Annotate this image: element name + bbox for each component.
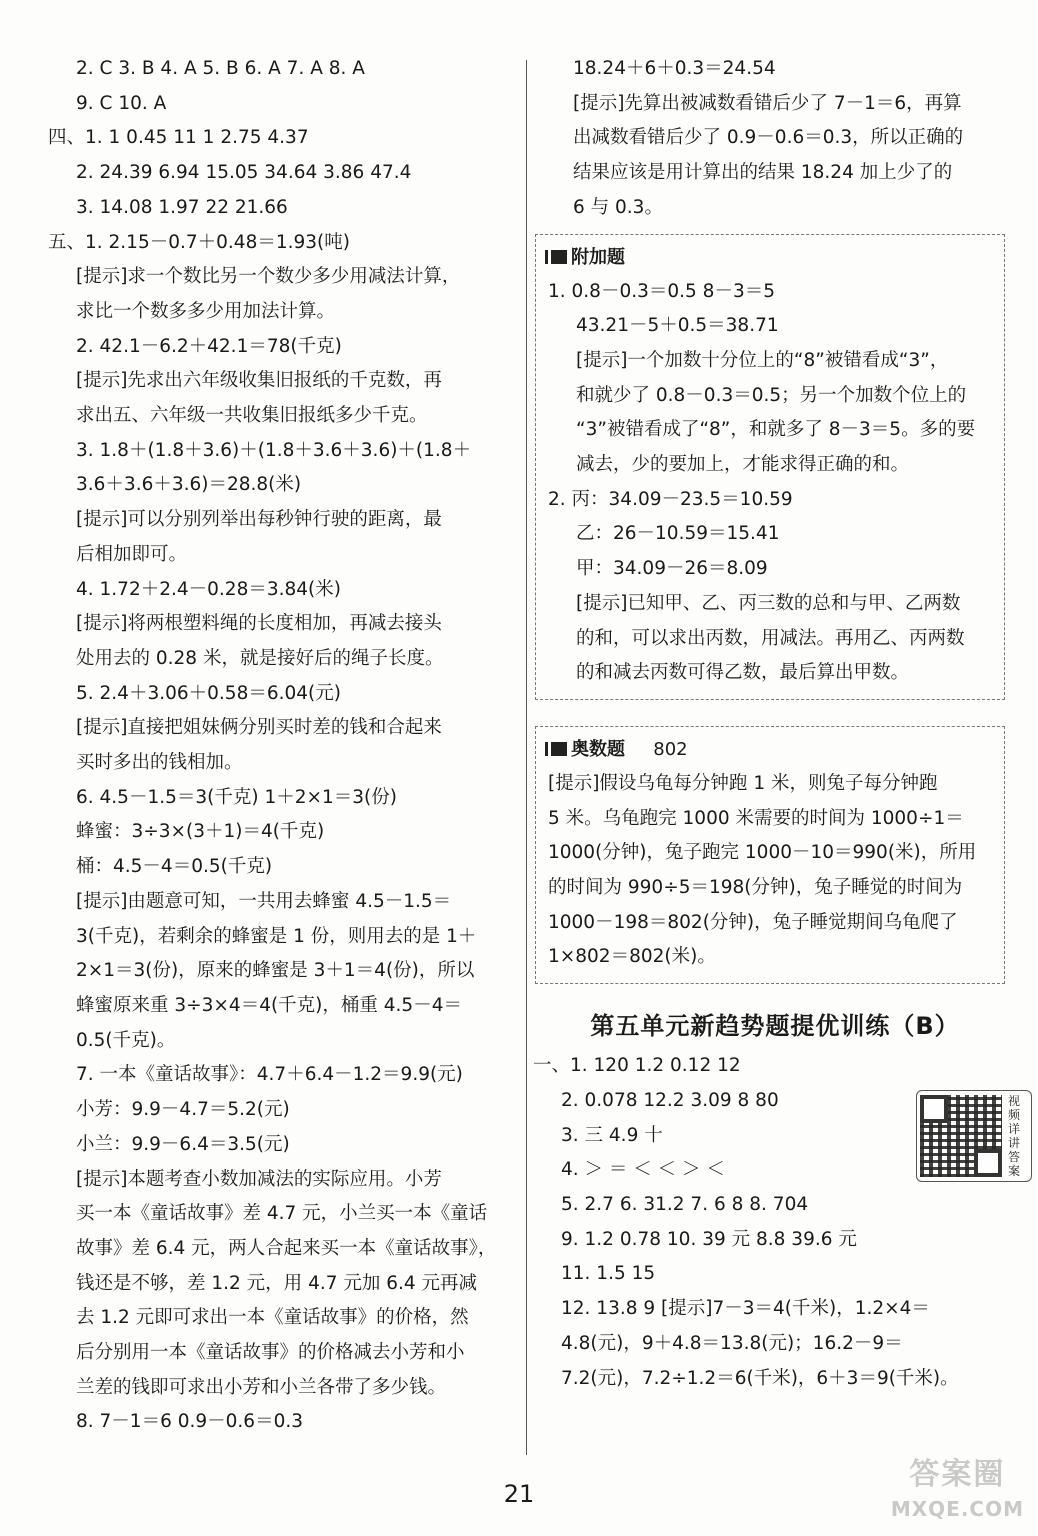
- answer-line: [提示]假设乌龟每分钟跑 1 米，则兔子每分钟跑: [548, 772, 938, 794]
- watermark-sub: MXQE.COM: [890, 1497, 1024, 1521]
- answer-line: 减去，少的要加上，才能求得正确的和。: [576, 454, 910, 476]
- answer-line: 4.8(元)，9＋4.8＝13.8(元)；16.2－9＝: [561, 1332, 903, 1354]
- left-column: [48, 52, 518, 1440]
- answer-line: 求出五、六年级一共收集旧报纸多少千克。: [76, 405, 428, 427]
- answer-line: 9. C 10. A: [76, 92, 167, 114]
- answer-line: 结果应该是用计算出的结果 18.24 加上少了的: [573, 162, 953, 184]
- answer-line: 和就少了 0.8－0.3＝0.5；另一个加数个位上的: [576, 384, 967, 406]
- right-top-answers: [545, 52, 1005, 226]
- answer-line: 后分别用一本《童话故事》的价格减去小芳和小: [76, 1342, 465, 1364]
- answer-line: [提示]求一个数比另一个数少多少用减法计算，: [76, 266, 461, 288]
- answer-line: 6. 4.5－1.5＝3(千克) 1＋2×1＝3(份): [76, 786, 397, 808]
- answer-line: 7. 一本《童话故事》：4.7＋6.4－1.2＝9.9(元): [76, 1064, 463, 1086]
- answer-line: 2. 42.1－6.2＋42.1＝78(千克): [76, 335, 342, 357]
- answer-line: 3. 三 4.9 十: [561, 1124, 663, 1146]
- page-number: 21: [503, 1480, 535, 1508]
- answer-line: 5. 2.4＋3.06＋0.58＝6.04(元): [76, 682, 341, 704]
- answer-line: 1000－198＝802(分钟)，兔子睡觉期间乌龟爬了: [548, 911, 958, 933]
- answer-line: 1000(分钟)，兔子跑完 1000－10＝990(米)，所用: [548, 842, 977, 864]
- answer-line: 2×1＝3(份)，原来的蜂蜜是 3＋1＝4(份)，所以: [76, 960, 475, 982]
- olympiad-lines: [548, 767, 992, 975]
- answer-line: 2. 24.39 6.94 15.05 34.64 3.86 47.4: [76, 162, 412, 184]
- answer-line: 9. 1.2 0.78 10. 39 元 8.8 39.6 元: [561, 1228, 857, 1250]
- answer-line: 出减数看错后少了 0.9－0.6＝0.3，所以正确的: [573, 127, 964, 149]
- answer-line: 2. 丙：34.09－23.5＝10.59: [548, 488, 793, 510]
- column-divider: [526, 60, 527, 1455]
- answer-line: 11. 1.5 15: [561, 1263, 656, 1285]
- answer-line: [提示]直接把姐妹俩分别买时差的钱和合起来: [76, 717, 442, 739]
- olympiad-answer: 802: [653, 738, 688, 760]
- answer-line: 蜂蜜：3÷3×(3＋1)＝4(千克): [76, 821, 325, 843]
- book-icon: [548, 250, 567, 264]
- answer-line: 小芳：9.9－4.7＝5.2(元): [76, 1099, 290, 1121]
- answer-line: [提示]已知甲、乙、丙三数的总和与甲、乙两数: [576, 592, 961, 614]
- answer-line: [提示]先求出六年级收集旧报纸的千克数，再: [76, 370, 442, 392]
- answer-line: 求比一个数多多少用加法计算。: [76, 300, 336, 322]
- olympiad-box: [535, 726, 1005, 984]
- answer-line: 故事》差 6.4 元，两人合起来买一本《童话故事》，: [76, 1237, 497, 1259]
- answer-line: 43.21－5＋0.5＝38.71: [576, 315, 779, 337]
- answer-line: 8. 7－1＝6 0.9－0.6＝0.3: [76, 1411, 303, 1433]
- answer-line: [提示]本题考查小数加减法的实际应用。小芳: [76, 1168, 442, 1190]
- answer-line: [提示]先算出被减数看错后少了 7－1＝6，再算: [573, 92, 962, 114]
- book-icon: [548, 742, 567, 756]
- bonus-box: [535, 234, 1005, 700]
- answer-line: 0.5(千克)。: [76, 1029, 176, 1051]
- answer-line: 2. 0.078 12.2 3.09 8 80: [561, 1089, 779, 1111]
- answer-line: 后相加即可。: [76, 543, 188, 565]
- answer-line: 3. 1.8＋(1.8＋3.6)＋(1.8＋3.6＋3.6)＋(1.8＋: [76, 439, 472, 461]
- answer-line: 7.2(元)，7.2÷1.2＝6(千米)，6＋3＝9(千米)。: [561, 1367, 959, 1389]
- answer-line: “3”被错看成了“8”，和就多了 8－3＝5。多的要: [576, 419, 976, 441]
- answer-line: 蜂蜜原来重 3÷3×4＝4(千克)，桶重 4.5－4＝: [76, 994, 462, 1016]
- answer-line: 处用去的 0.28 米，就是接好后的绳子长度。: [76, 647, 444, 669]
- answer-line: 1. 0.8－0.3＝0.5 8－3＝5: [548, 280, 775, 302]
- answer-line: 的和，可以求出丙数，用减法。再用乙、丙两数: [576, 627, 965, 649]
- answer-line: 3.6＋3.6＋3.6)＝28.8(米): [76, 474, 302, 496]
- answer-line: 乙：26－10.59＝15.41: [576, 523, 780, 545]
- answer-line: 五、1. 2.15－0.7＋0.48＝1.93(吨): [48, 231, 350, 253]
- answer-line: 12. 13.8 9 [提示]7－3＝4(千米)，1.2×4＝: [561, 1298, 930, 1320]
- answer-line: 4. 1.72＋2.4－0.28＝3.84(米): [76, 578, 341, 600]
- answer-line: 甲：34.09－26＝8.09: [576, 558, 768, 580]
- answer-line: [提示]可以分别列举出每秒钟行驶的距离，最: [76, 509, 442, 531]
- answer-line: 小兰：9.9－6.4＝3.5(元): [76, 1133, 290, 1155]
- answer-line: 四、1. 1 0.45 11 1 2.75 4.37: [48, 127, 309, 149]
- answer-line: 18.24＋6＋0.3＝24.54: [573, 58, 776, 79]
- watermark-main: 答案圈: [909, 1457, 1006, 1492]
- qr-label: 视频详讲答案: [1008, 1094, 1021, 1178]
- answer-line: 买一本《童话故事》差 4.7 元，小兰买一本《童话: [76, 1203, 488, 1225]
- answer-line: 1×802＝802(米)。: [548, 946, 716, 968]
- qr-code-panel[interactable]: [916, 1090, 1032, 1182]
- right-column: [533, 52, 1005, 1396]
- answer-line: 兰差的钱即可求出小芳和小兰各带了多少钱。: [76, 1376, 447, 1398]
- answer-line: 3. 14.08 1.97 22 21.66: [76, 196, 288, 218]
- answer-line: 6 与 0.3。: [573, 196, 663, 218]
- answer-line: [提示]由题意可知，一共用去蜂蜜 4.5－1.5＝: [76, 890, 452, 912]
- answer-line: 一、1. 120 1.2 0.12 12: [533, 1055, 741, 1077]
- answer-line: [提示]一个加数十分位上的“8”被错看成“3”，: [576, 349, 949, 371]
- answer-line: 3(千克)，若剩余的蜂蜜是 1 份，则用去的是 1＋: [76, 925, 477, 947]
- answer-line: 桶：4.5－4＝0.5(千克): [76, 856, 273, 878]
- answer-line: 去 1.2 元即可求出一本《童话故事》的价格，然: [76, 1307, 469, 1329]
- answer-line: 2. C 3. B 4. A 5. B 6. A 7. A 8. A: [76, 58, 365, 79]
- answer-line: [提示]将两根塑料绳的长度相加，再减去接头: [76, 613, 442, 635]
- olympiad-title: 奥数题 802: [548, 733, 992, 767]
- qr-code-icon[interactable]: [920, 1095, 1002, 1177]
- watermark: [891, 1458, 1024, 1526]
- bonus-lines: [548, 275, 992, 691]
- section-title: 第五单元新趋势题提优训练（B）: [590, 1012, 960, 1041]
- answer-line: 5 米。乌龟跑完 1000 米需要的时间为 1000÷1＝: [548, 807, 964, 829]
- answer-line: 5. 2.7 6. 31.2 7. 6 8 8. 704: [561, 1193, 809, 1215]
- answer-line: 4. ＞ ＝ ＜ ＜ ＞ ＜: [561, 1159, 725, 1181]
- answer-line: 的和减去丙数可得乙数，最后算出甲数。: [576, 662, 910, 684]
- bonus-title: 附加题: [548, 241, 992, 275]
- answer-line: 钱还是不够，差 1.2 元，用 4.7 元加 6.4 元再减: [76, 1272, 478, 1294]
- answer-line: 的时间为 990÷5＝198(分钟)，兔子睡觉的时间为: [548, 877, 963, 899]
- answer-line: 买时多出的钱相加。: [76, 752, 243, 774]
